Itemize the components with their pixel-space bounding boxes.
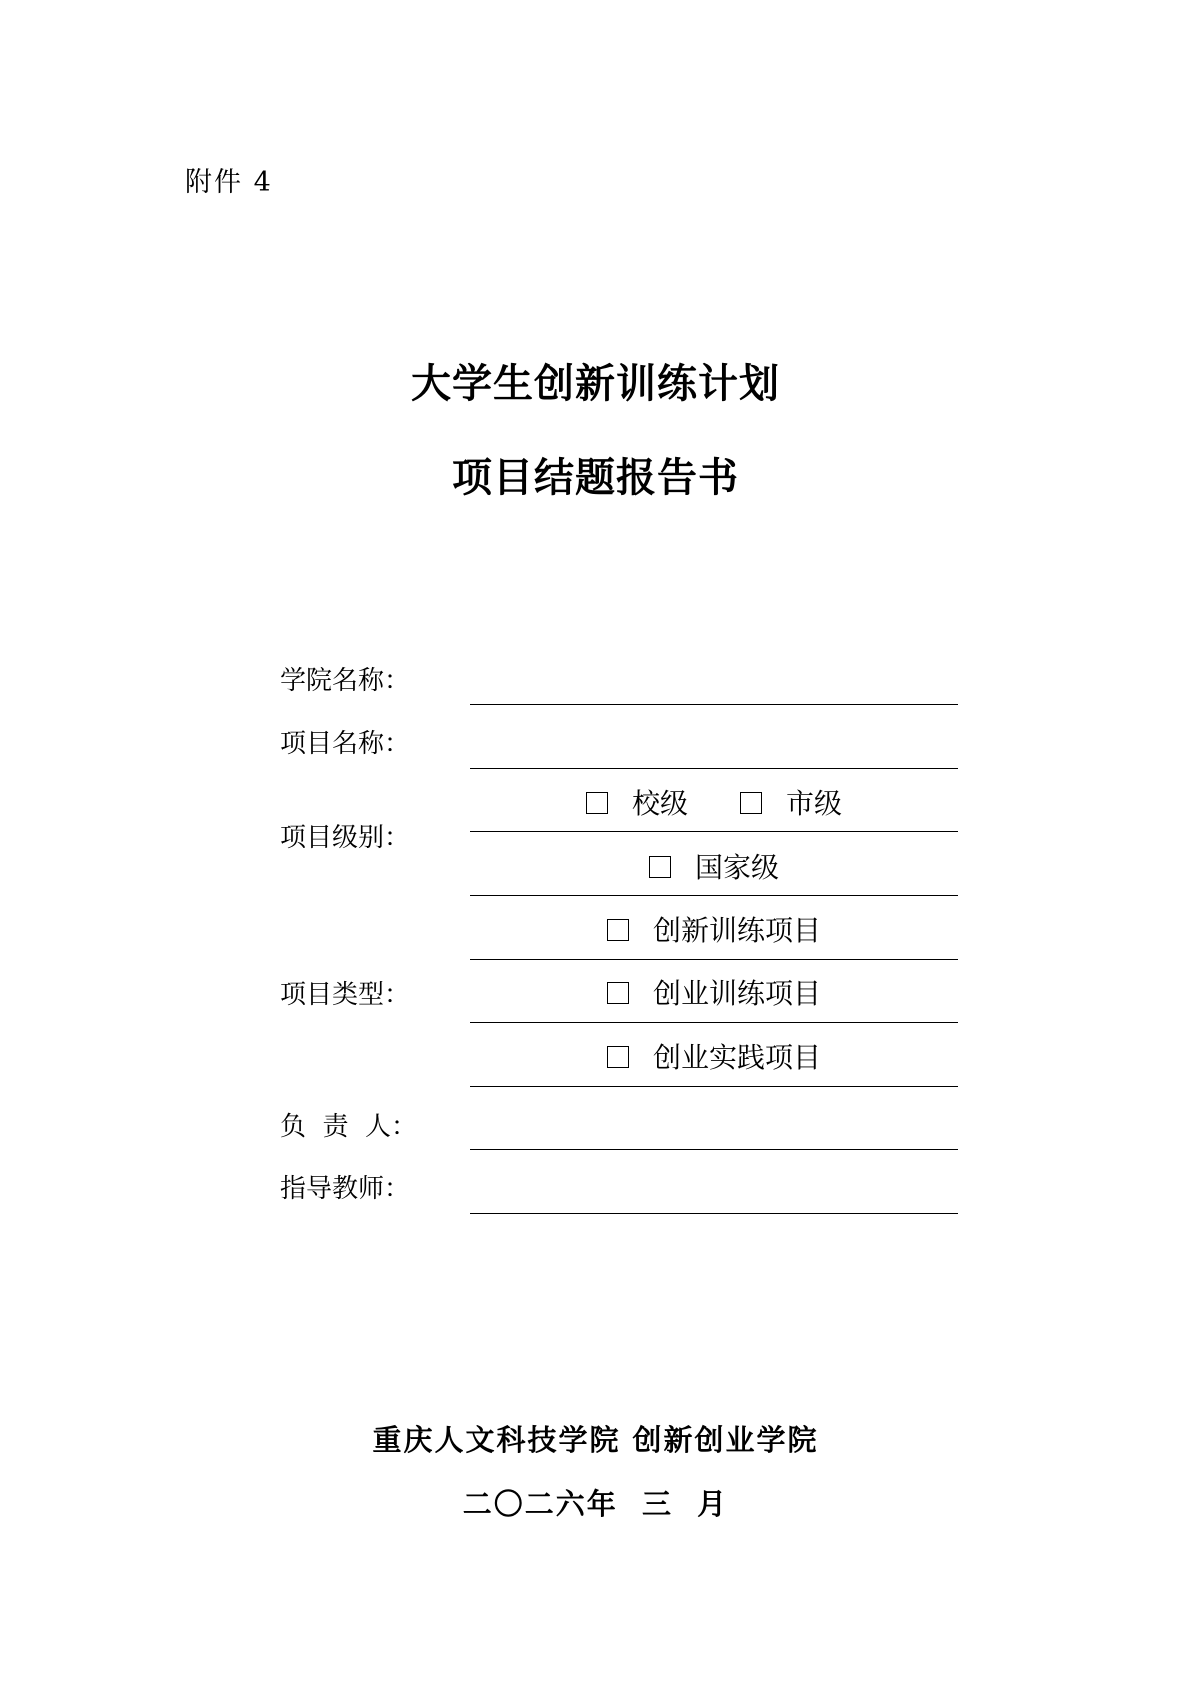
option-entrepreneurship-training: 创业训练项目 [652, 977, 821, 1010]
option-entrepreneurship-practice: 创业实践项目 [652, 1041, 821, 1074]
option-national-level: 国家级 [694, 851, 779, 884]
checkbox-school-level[interactable] [586, 792, 608, 814]
level-row-1-line [470, 831, 958, 832]
checkbox-innovation-training[interactable] [607, 919, 629, 941]
checkbox-entrepreneurship-practice[interactable] [607, 1046, 629, 1068]
level-options-row-1 [470, 782, 958, 822]
college-label: 学院名称： [280, 666, 411, 696]
leader-field-line[interactable] [470, 1149, 958, 1150]
footer-date: 二〇二六年 三 月 [462, 1487, 729, 1521]
level-label: 项目级别： [280, 823, 411, 853]
checkbox-national-level[interactable] [649, 856, 671, 878]
checkbox-entrepreneurship-training[interactable] [607, 982, 629, 1004]
title-line-2: 项目结题报告书 [452, 454, 739, 501]
type-option-row-3 [470, 1036, 958, 1076]
type-option-row-2 [470, 972, 958, 1012]
advisor-label: 指导教师： [280, 1174, 411, 1204]
advisor-field-line[interactable] [470, 1213, 958, 1214]
option-innovation-training: 创新训练项目 [652, 914, 821, 947]
leader-label: 负 责 人： [280, 1112, 418, 1142]
type-row-2-line [470, 1022, 958, 1023]
checkbox-city-level[interactable] [740, 792, 762, 814]
project-name-field-line[interactable] [470, 768, 958, 769]
title-line-1: 大学生创新训练计划 [411, 360, 780, 407]
type-row-3-line [470, 1086, 958, 1087]
type-row-1-line [470, 959, 958, 960]
college-field-line[interactable] [470, 704, 958, 705]
project-name-label: 项目名称： [280, 729, 411, 759]
level-row-2-line [470, 895, 958, 896]
option-city-level: 市级 [786, 787, 843, 820]
type-label: 项目类型： [280, 980, 411, 1010]
attachment-label: 附件 4 [185, 167, 273, 198]
option-school-level: 校级 [631, 787, 688, 820]
footer-institution: 重庆人文科技学院 创新创业学院 [372, 1423, 819, 1457]
level-options-row-2 [470, 846, 958, 886]
type-option-row-1 [470, 909, 958, 949]
